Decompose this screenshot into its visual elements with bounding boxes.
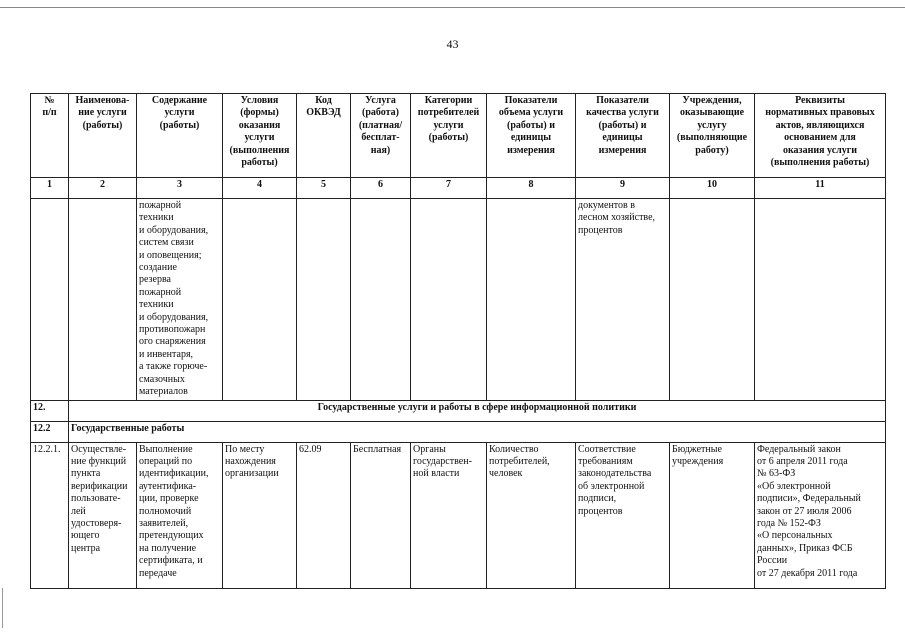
header-cell: Услуга (работа) (платная/ бесплат- ная) (351, 94, 411, 178)
table-cell (223, 199, 297, 401)
subsection-row (31, 421, 886, 442)
volume-cell: Количество потребителей, человек (487, 442, 576, 588)
legal-acts-cell: Федеральный закон от 6 апреля 2011 года № 63-ФЗ «Об электронной подписи», Федеральный закон от 27 июля 2006 года № 152-ФЗ «О персональных данных», Приказ ФСБ России от 27 декабря 2011 года (755, 442, 886, 588)
institutions-cell: Бюджетные учреждения (670, 442, 755, 588)
column-number: 10 (670, 178, 755, 199)
top-rule (0, 7, 905, 8)
column-number: 2 (69, 178, 137, 199)
conditions-cell: По месту нахождения организации (223, 442, 297, 588)
okved-cell: 62.09 (297, 442, 351, 588)
column-number: 7 (411, 178, 487, 199)
quality-cell: документов в лесном хозяйстве, процентов (576, 199, 670, 401)
content-cell: Выполнение операций по идентификации, аутентифика- ции, проверке полномочий заявителей, претендующих на получение сертификата, и передаче (137, 442, 223, 588)
quality-cell: Соответствие требованиям законодательства об электронной подписи, процентов (576, 442, 670, 588)
content-cell: пожарной техники и оборудования, систем связи и оповещения; создание резерва пожарной техники и оборудования, противопожарн ого снаряжения и инвентаря, а также горюче- смазочных материалов (137, 199, 223, 401)
header-cell: Категории потребителей услуги (работы) (411, 94, 487, 178)
table-cell (69, 199, 137, 401)
table-cell (351, 199, 411, 401)
header-cell: Содержание услуги (работы) (137, 94, 223, 178)
table-row (31, 442, 886, 588)
consumers-cell: Органы государствен- ной власти (411, 442, 487, 588)
table-cell (670, 199, 755, 401)
column-number: 5 (297, 178, 351, 199)
section-row (31, 400, 886, 421)
header-cell: Условия (формы) оказания услуги (выполнения работы) (223, 94, 297, 178)
header-cell: № п/п (31, 94, 69, 178)
column-numbers-row (31, 178, 886, 199)
header-cell: Показатели объема услуги (работы) и единицы измерения (487, 94, 576, 178)
column-number: 1 (31, 178, 69, 199)
column-number: 11 (755, 178, 886, 199)
row-number: 12.2.1. (31, 442, 69, 588)
table-header (31, 94, 886, 199)
subsection-number: 12.2 (31, 421, 69, 442)
column-number: 8 (487, 178, 576, 199)
header-cell: Учреждения, оказывающие услугу (выполняющие работу) (670, 94, 755, 178)
column-number: 4 (223, 178, 297, 199)
paid-cell: Бесплатная (351, 442, 411, 588)
page-number: 43 (446, 37, 459, 51)
header-cell: Наименова- ние услуги (работы) (69, 94, 137, 178)
services-table (30, 93, 886, 589)
column-number: 6 (351, 178, 411, 199)
margin-mark (2, 588, 3, 628)
table-cell (411, 199, 487, 401)
header-cell: Реквизиты нормативных правовых актов, являющихся основанием для оказания услуги (выполнения работы) (755, 94, 886, 178)
header-cell: Показатели качества услуги (работы) и единицы измерения (576, 94, 670, 178)
continuation-row (31, 199, 886, 401)
column-number: 9 (576, 178, 670, 199)
table-cell (297, 199, 351, 401)
section-title: Государственные услуги и работы в сфере информационной политики (69, 400, 886, 421)
section-number: 12. (31, 400, 69, 421)
table-cell (755, 199, 886, 401)
subsection-title: Государственные работы (69, 421, 886, 442)
table-cell (487, 199, 576, 401)
service-name-cell: Осуществле- ние функций пункта верификации пользовате- лей удостоверя- ющего центра (69, 442, 137, 588)
table-cell (31, 199, 69, 401)
header-cell: Код ОКВЭД (297, 94, 351, 178)
column-number: 3 (137, 178, 223, 199)
